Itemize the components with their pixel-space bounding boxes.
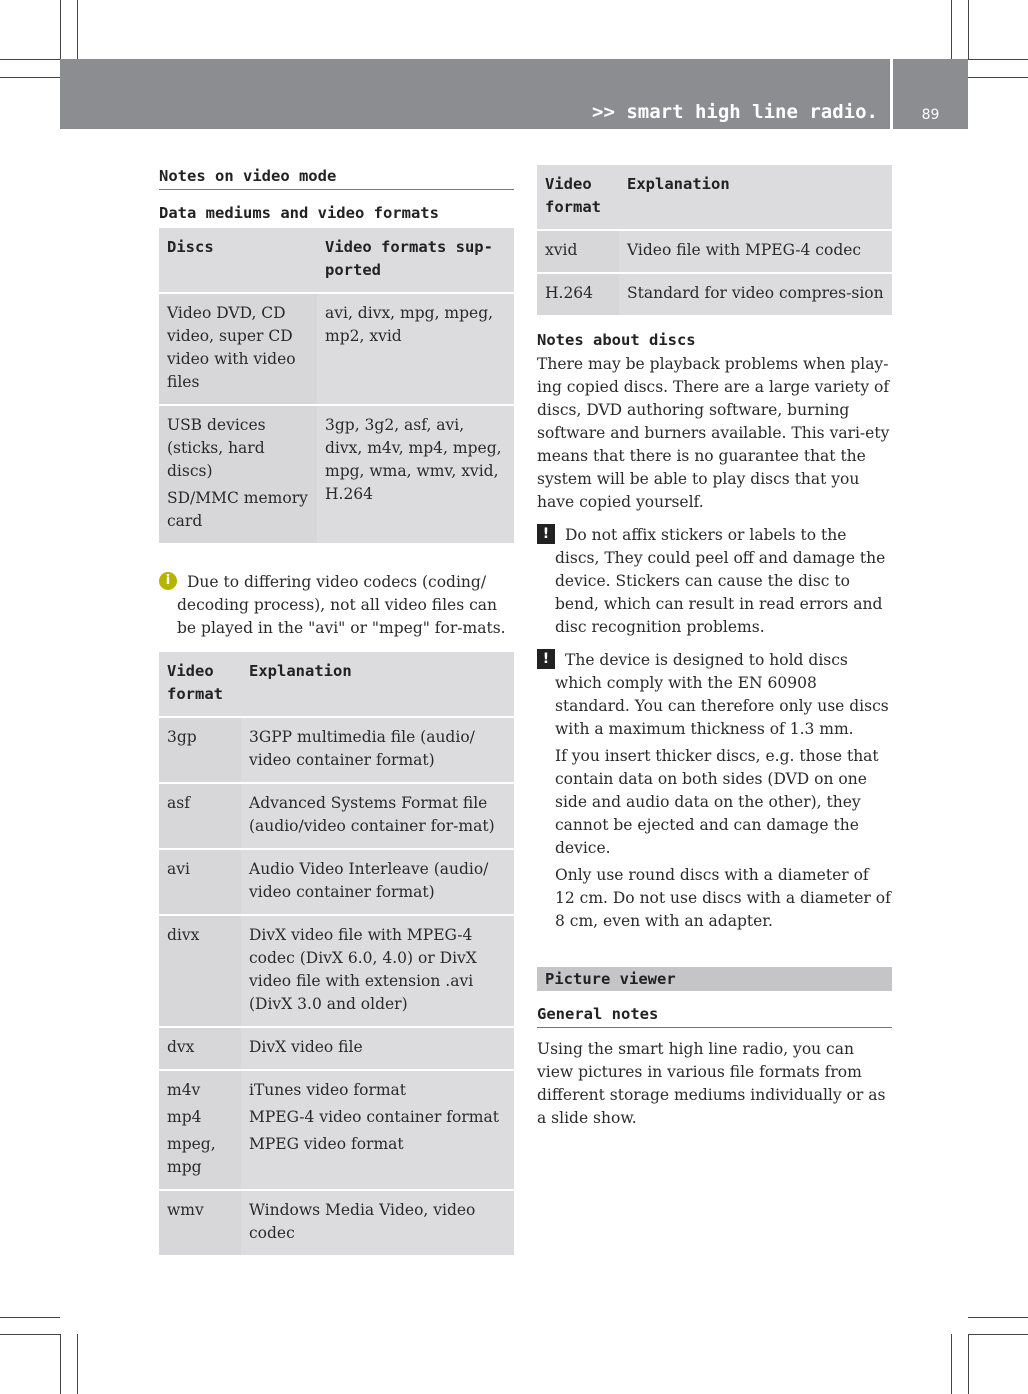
- table-cell: [159, 293, 317, 405]
- section-heading: Notes on video mode: [159, 165, 514, 190]
- table-cell: 3gp, 3g2, asf, avi, divx, m4v, mp4, mpeg, mpg, wma, wmv, xvid, H.264: [317, 405, 514, 544]
- table-row: [159, 1190, 514, 1256]
- table-row: [159, 1027, 514, 1070]
- table-header-row: [159, 228, 514, 293]
- discs-heading: Notes about discs: [537, 331, 696, 349]
- table-cell: [241, 915, 514, 1027]
- table-cell-text: DivX video file with MPEG-4 codec (DivX 6.0, 4.0) or DivX video file with extension .avi (DivX 3.0 and older): [249, 926, 477, 1013]
- table-cell-text: divx: [167, 926, 200, 944]
- table-cell-text: Audio Video Interleave (audio/ video container format): [249, 860, 489, 901]
- table-cell-text: wmv: [167, 1201, 204, 1219]
- crop-mark: [0, 1334, 60, 1335]
- crop-mark: [0, 1317, 60, 1318]
- table-cell-text: DivX video file: [249, 1038, 363, 1056]
- table-cell-text: Advanced Systems Format file (audio/video container for-mat): [249, 794, 495, 835]
- section-title-bar: Picture viewer: [537, 967, 892, 991]
- crop-mark: [951, 0, 952, 60]
- table-cell-text: Video DVD, CD video, super CD video with video files: [167, 304, 296, 391]
- crop-mark: [968, 1334, 1028, 1335]
- table-cell: [241, 1070, 514, 1190]
- table-row: [159, 915, 514, 1027]
- discs-table: [159, 228, 514, 545]
- table-cell: [537, 230, 619, 273]
- general-notes-heading: General notes: [537, 1003, 892, 1028]
- table-cell-text: 3gp: [167, 728, 197, 746]
- table-cell: avi, divx, mpg, mpeg, mp2, xvid: [317, 293, 514, 405]
- column-header: Explanation: [241, 652, 514, 717]
- left-column: [159, 165, 514, 1257]
- general-notes-text: Using the smart high line radio, you can view pictures in various file formats from different storage mediums individually or as a slide show.: [537, 1040, 886, 1127]
- crop-mark: [60, 0, 61, 60]
- table-cell: [537, 273, 619, 316]
- crop-mark: [951, 1334, 952, 1394]
- table-cell-text: Standard for video compres-sion: [627, 284, 884, 302]
- column-header: Video format: [159, 652, 241, 717]
- table-row: [159, 1070, 514, 1190]
- formats-table-continued: [537, 165, 892, 317]
- crop-mark: [77, 0, 78, 60]
- table-row: [537, 273, 892, 316]
- table-cell-text: USB devices (sticks, hard discs): [167, 416, 266, 480]
- column-header: Video formats sup-ported: [317, 228, 514, 293]
- table-cell: [159, 1070, 241, 1190]
- table-cell: [241, 1190, 514, 1256]
- page-number: 89: [921, 107, 940, 123]
- table-cell: [241, 783, 514, 849]
- formats-table: [159, 652, 514, 1257]
- info-note: [159, 571, 514, 640]
- header-bar: [60, 59, 890, 129]
- page-number-box: [893, 59, 968, 129]
- table-row: [537, 230, 892, 273]
- crop-mark: [0, 59, 60, 60]
- crop-mark: [968, 59, 1028, 60]
- crop-mark: [968, 1317, 1028, 1318]
- running-header: >> smart high line radio.: [592, 101, 878, 123]
- table-cell: [159, 783, 241, 849]
- table-cell-text: iTunes video format: [249, 1081, 407, 1099]
- crop-mark: [77, 1334, 78, 1394]
- table-cell: [241, 1027, 514, 1070]
- column-header: Discs: [159, 228, 317, 293]
- table-cell: [619, 273, 892, 316]
- warning-note: [537, 649, 892, 933]
- table-cell-text: mp4: [167, 1108, 202, 1126]
- table-row: [159, 783, 514, 849]
- info-note-text: Due to differing video codecs (coding/ decoding process), not all video files can be played in the "avi" or "mpeg" for-mats.: [177, 573, 506, 637]
- warning-text: If you insert thicker discs, e.g. those that contain data on both sides (DVD on one side and audio data on the other), they cannot be ejected and can damage the device.: [555, 747, 879, 857]
- table-cell-text: xvid: [545, 241, 578, 259]
- table-cell-text: SD/MMC memory card: [167, 489, 308, 530]
- column-header: Explanation: [619, 165, 892, 230]
- table-header-row: [537, 165, 892, 230]
- right-column: [537, 165, 892, 1130]
- warning-icon: !: [537, 649, 555, 669]
- warning-text: The device is designed to hold discs which comply with the EN 60908 standard. You can therefore only use discs with a maximum thickness of 1.3 mm.: [555, 651, 889, 738]
- warning-icon: !: [537, 524, 555, 544]
- warning-note: [537, 524, 892, 639]
- crop-mark: [60, 1334, 61, 1394]
- column-header: Video format: [537, 165, 619, 230]
- table-cell-text: m4v: [167, 1081, 201, 1099]
- warning-text: Only use round discs with a diameter of 12 cm. Do not use discs with a diameter of 8 cm, even with an adapter.: [555, 866, 891, 930]
- table-cell: [159, 1190, 241, 1256]
- table-cell-text: asf: [167, 794, 190, 812]
- table-row: [159, 849, 514, 915]
- table-row: [159, 293, 514, 405]
- table-row: [159, 405, 514, 544]
- table-cell-text: Video file with MPEG-4 codec: [627, 241, 862, 259]
- table-cell: [619, 230, 892, 273]
- table-cell-text: avi: [167, 860, 190, 878]
- table-cell-text: mpeg, mpg: [167, 1135, 216, 1176]
- table-cell: [159, 405, 317, 544]
- table-header-row: [159, 652, 514, 717]
- table-cell-text: MPEG video format: [249, 1135, 404, 1153]
- warning-text: Do not affix stickers or labels to the discs, They could peel off and damage the device. Stickers can cause the disc to bend, which can result in read errors and disc recognition problems.: [555, 526, 886, 636]
- table-cell: [159, 849, 241, 915]
- subheading: Data mediums and video formats: [159, 204, 439, 222]
- crop-mark: [968, 0, 969, 60]
- crop-mark: [0, 77, 60, 78]
- table-row: [159, 717, 514, 783]
- table-cell: [241, 717, 514, 783]
- crop-mark: [968, 1334, 969, 1394]
- table-cell-text: MPEG-4 video container format: [249, 1108, 499, 1126]
- table-cell-text: dvx: [167, 1038, 195, 1056]
- info-icon: i: [159, 572, 177, 590]
- crop-mark: [968, 77, 1028, 78]
- table-cell: [159, 915, 241, 1027]
- discs-text: There may be playback problems when play-ing copied discs. There are a large variety of discs, DVD authoring software, burning software and burners available. This vari-ety means that there is no guarantee that the system will be able to play discs that you have copied yourself.: [537, 355, 890, 511]
- table-cell-text: Windows Media Video, video codec: [249, 1201, 476, 1242]
- table-cell: [241, 849, 514, 915]
- table-cell-text: H.264: [545, 284, 594, 302]
- table-cell: [159, 1027, 241, 1070]
- table-cell-text: 3GPP multimedia file (audio/ video container format): [249, 728, 475, 769]
- table-cell: [159, 717, 241, 783]
